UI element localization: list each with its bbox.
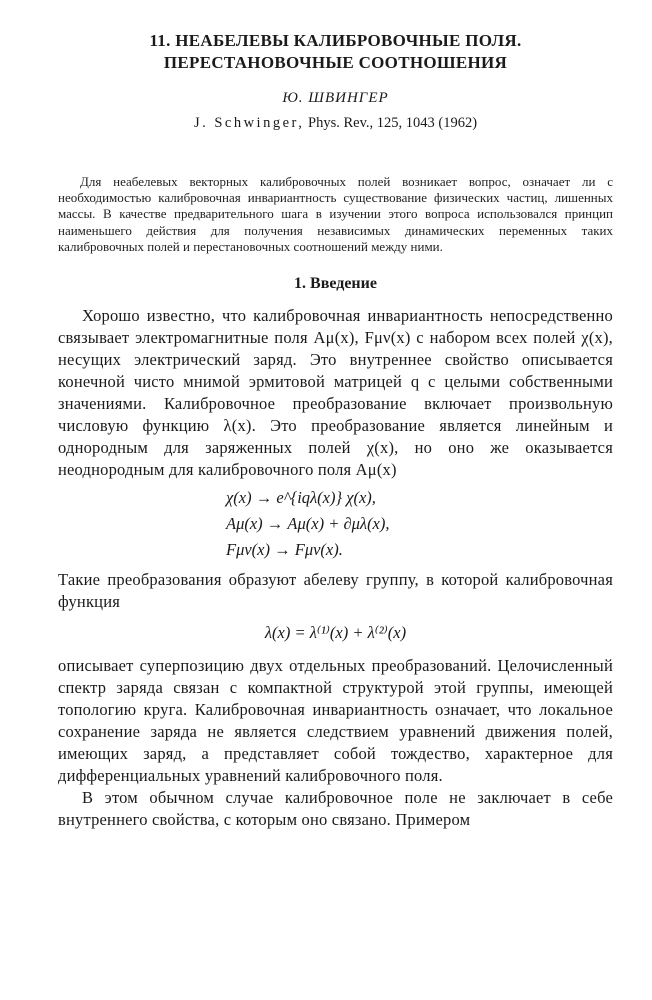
author-name: Ю. ШВИНГЕР: [282, 90, 389, 106]
paragraph-1: Хорошо известно, что калибровочная инвариантность непосредственно связывает электромагнитные поля Aμ(x), Fμν(x) с набором всех полей χ(x), несущих электрический заряд. Это внутреннее свойство описывается конечной чисто мнимой эрмитовой матрицей q с целыми собственными значениями. Калибровочное преобразование включает произвольную числовую функцию λ(x). Это преобразование является линейным и однородным для заряженных полей χ(x), но оно же оказывается неоднородным для калибровочного поля Aμ(x): [58, 306, 613, 480]
section-heading: 1. Введение: [294, 275, 377, 293]
abstract: Для неабелевых векторных калибровочных полей возникает вопрос, означает ли с необходимостью калибровочная инвариантность существование физических частиц, лишенных массы. В качестве предварительного шага в изучении этого вопроса использовался принцип наименьшего действия для получения независимых динамических переменных таких калибровочных полей и перестановочных соотношений между ними.: [58, 174, 613, 254]
citation: [58, 115, 613, 132]
equation-4: λ(x) = λ⁽¹⁾(x) + λ⁽²⁾(x): [264, 623, 407, 643]
equation-3: Fμν(x) → Fμν(x).: [226, 540, 343, 560]
equation-1: χ(x) → e^{iqλ(x)} χ(x),: [226, 488, 376, 508]
equation-block: [58, 485, 613, 563]
article-title-line2: ПЕРЕСТАНОВОЧНЫЕ СООТНОШЕНИЯ: [163, 53, 508, 72]
article: [58, 30, 613, 831]
citation-author: J. Schwinger,: [193, 115, 305, 131]
equation-2: Aμ(x) → Aμ(x) + ∂μλ(x),: [226, 514, 390, 534]
article-title-line1: 11. НЕАБЕЛЕВЫ КАЛИБРОВОЧНЫЕ ПОЛЯ.: [149, 31, 522, 50]
paragraph-3: описывает суперпозицию двух отдельных преобразований. Целочисленный спектр заряда связан с компактной структурой этой группы, имеющей топологию круга. Калибровочная инвариантность означает, что локальное сохранение заряда не является следствием уравнений движения полей, имеющих заряд, а представляет собой тождество, характерное для дифференциальных уравнений калибровочного поля.: [58, 656, 613, 786]
citation-journal: Phys. Rev., 125, 1043 (1962): [308, 115, 478, 131]
paragraph-2: Такие преобразования образуют абелеву группу, в которой калибровочная функция: [58, 570, 613, 612]
paragraph-4: В этом обычном случае калибровочное поле не заключает в себе внутреннего свойства, с которым оно связано. Примером: [58, 788, 613, 830]
